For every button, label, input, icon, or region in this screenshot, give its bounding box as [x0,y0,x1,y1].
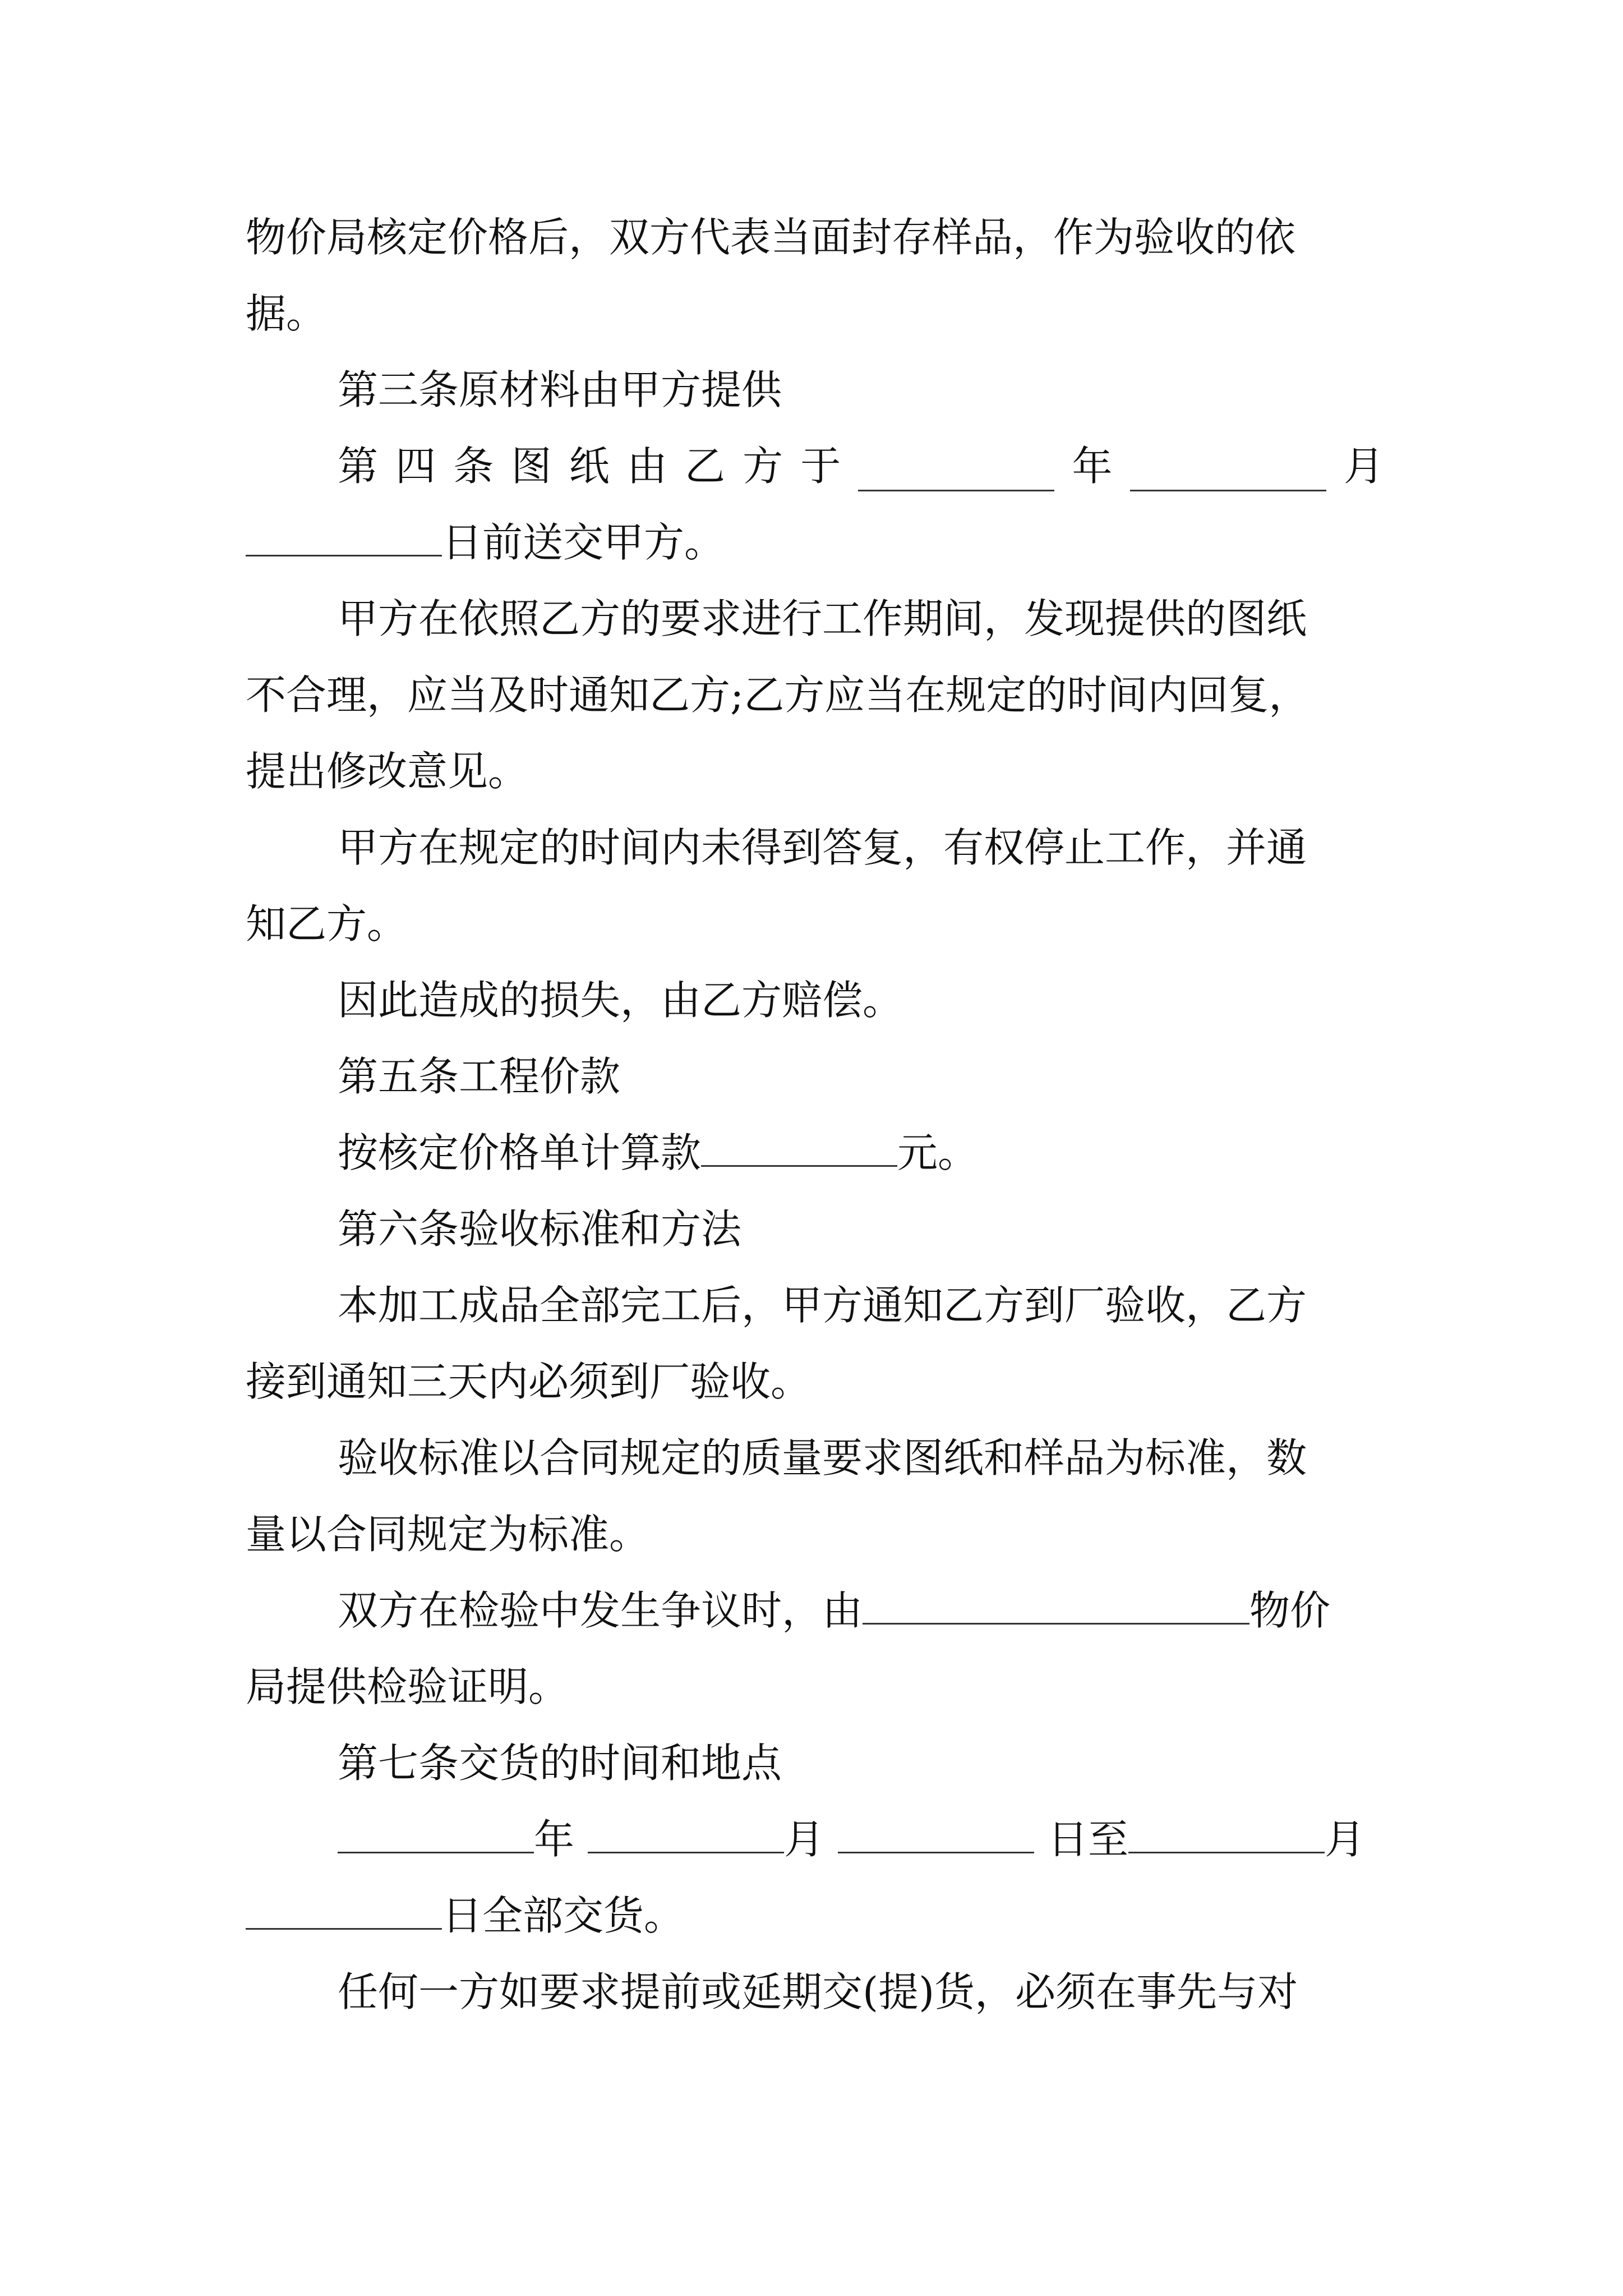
article-7-heading: 第七条交货的时间和地点 [338,1740,782,1787]
blank-field [838,1816,1034,1853]
text: 物价 [1249,1587,1331,1634]
paragraph-line: 因此造成的损失，由乙方赔偿。 [338,977,903,1024]
text: 双方在检验中发生争议时，由 [338,1587,863,1634]
paragraph-line: 知乙方。 [246,900,408,947]
month-label: 月 [784,1816,825,1863]
paragraph-line: 验收标准以合同规定的质量要求图纸和样品为标准，数 [338,1434,1307,1481]
blank-field [588,1816,784,1853]
blank-field [1130,454,1326,491]
delivery-date-line [338,1814,1384,1865]
paragraph-line: 据。 [246,290,327,337]
text: 日前送交甲方。 [442,519,725,566]
blank-field [858,454,1054,491]
article-3-heading: 第三条原材料由甲方提供 [338,366,782,413]
month-label: 月 [1325,1816,1366,1863]
paragraph-line: 接到通知三天内必须到厂验收。 [246,1358,811,1405]
paragraph-line: 本加工成品全部完工后，甲方通知乙方到厂验收，乙方 [338,1282,1307,1329]
char: 于 [800,443,841,490]
paragraph-line [246,1890,1384,1941]
blank-field [1128,1816,1325,1853]
text: 日全部交货。 [442,1892,685,1939]
paragraph-line: 甲方在规定的时间内未得到答复，有权停止工作，并通 [338,824,1307,871]
text: 按核定价格单计算款 [338,1129,702,1176]
year-label: 年 [1072,443,1113,490]
article-6-heading: 第六条验收标准和方法 [338,1205,742,1253]
char: 条 [453,443,494,490]
char: 纸 [569,443,610,490]
char: 乙 [684,443,725,490]
blank-field [701,1129,897,1167]
text: 元。 [897,1129,979,1176]
blank-field [863,1587,1249,1625]
char: 图 [511,443,552,490]
article-5-heading: 第五条工程价款 [338,1053,621,1100]
paragraph-line: 任何一方如要求提前或延期交(提)货，必须在事先与对 [338,1968,1298,2016]
blank-field [246,519,442,556]
paragraph-line: 甲方在依照乙方的要求进行工作期间，发现提供的图纸 [338,595,1307,642]
year-label: 年 [534,1816,575,1863]
char: 由 [626,443,667,490]
paragraph-line [338,1585,1384,1636]
blank-field [246,1892,442,1930]
paragraph-line [338,1128,1384,1178]
paragraph-line: 局提供检验证明。 [246,1663,569,1710]
day-to-label: 日至 [1048,1816,1129,1863]
paragraph-line [246,517,1384,568]
month-label: 月 [1343,443,1384,490]
char: 四 [395,443,436,490]
article-4-line [338,441,1384,491]
blank-field [338,1816,534,1853]
paragraph-line: 不合理，应当及时通知乙方;乙方应当在规定的时间内回复， [246,671,1310,719]
char: 方 [743,443,783,490]
paragraph-line: 物价局核定价格后，双方代表当面封存样品，作为验收的依 [246,214,1296,261]
char: 第 [338,443,379,490]
paragraph-line: 提出修改意见。 [246,748,529,795]
paragraph-line: 量以合同规定为标准。 [246,1511,650,1558]
